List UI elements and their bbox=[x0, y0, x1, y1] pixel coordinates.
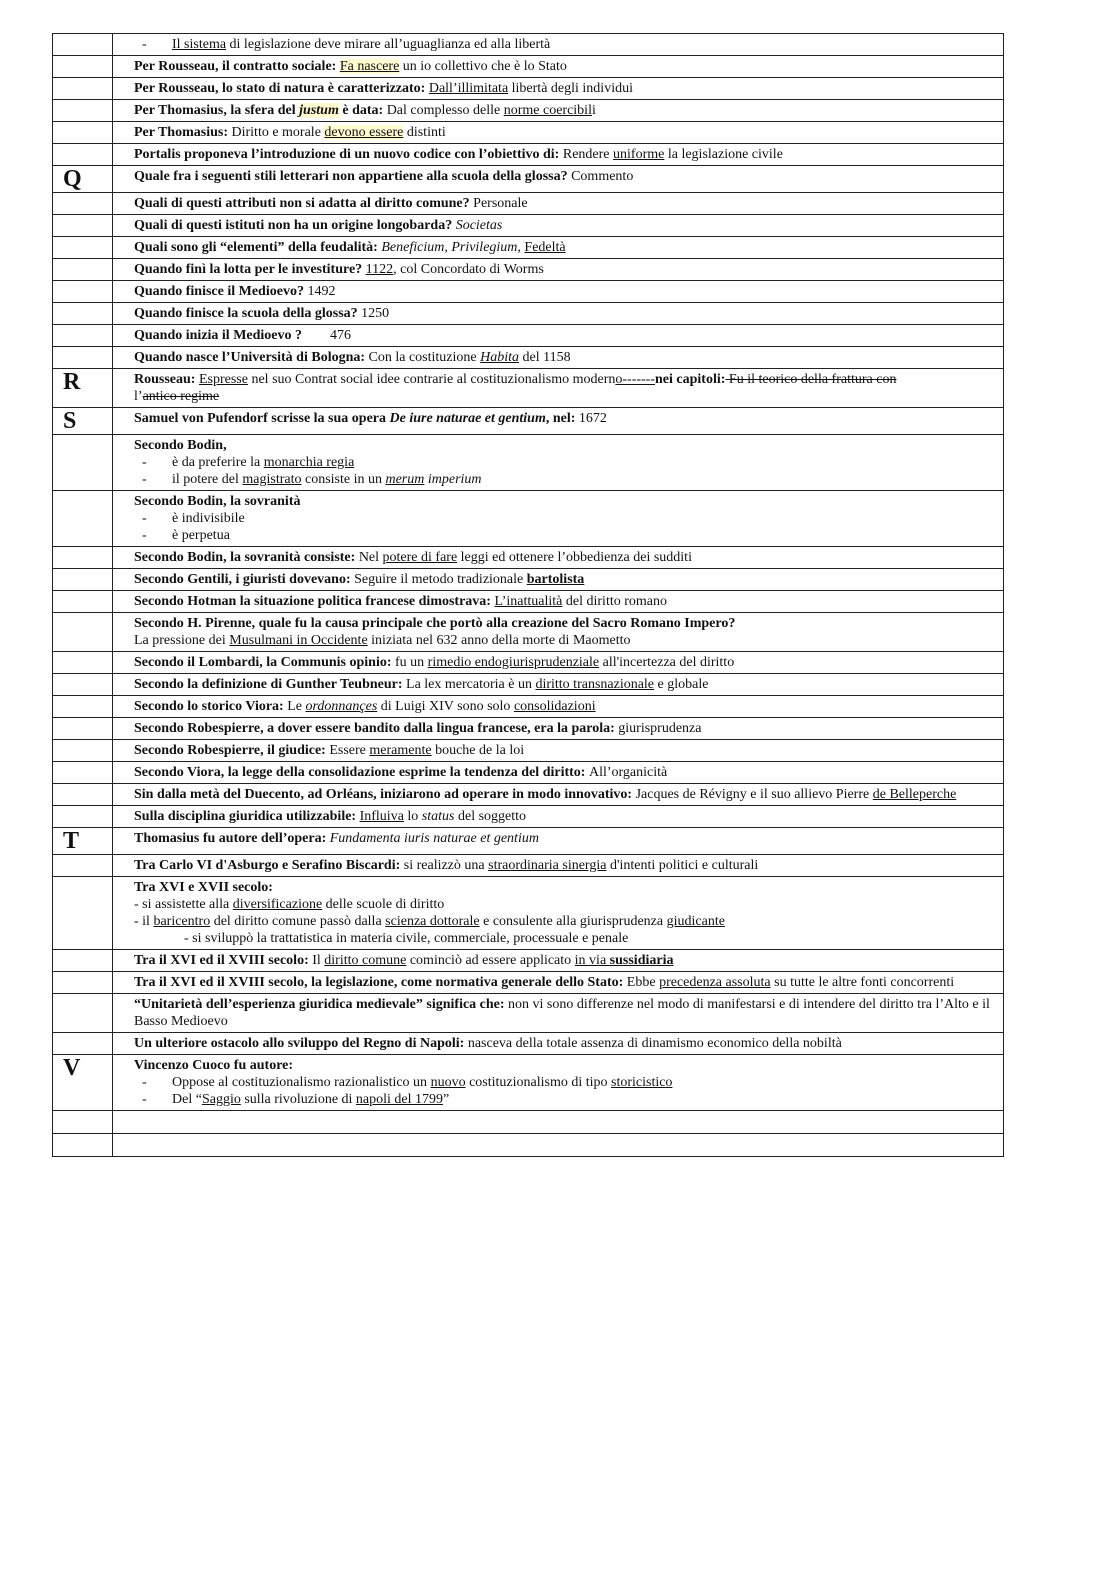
list-item bbox=[134, 913, 999, 930]
answer-text: 1122 bbox=[365, 262, 394, 277]
letter-cell bbox=[53, 828, 113, 855]
letter-cell bbox=[53, 408, 113, 435]
entry-cell bbox=[113, 259, 1004, 281]
letter-cell bbox=[53, 591, 113, 613]
question-text: Tra il XVI ed il XVIII secolo: bbox=[134, 953, 313, 968]
entry-cell bbox=[113, 347, 1004, 369]
answer-text: monarchia regia bbox=[263, 455, 355, 470]
letter-cell bbox=[53, 347, 113, 369]
answer-text: di legislazione deve mirare all’uguaglianza ed alla libertà bbox=[226, 37, 551, 52]
table-row bbox=[53, 122, 1004, 144]
answer-text: o------- bbox=[615, 372, 656, 387]
answer-text: Il bbox=[312, 953, 325, 968]
answer-text: e globale bbox=[654, 677, 709, 692]
table-row bbox=[53, 674, 1004, 696]
answer-text: de Belleperche bbox=[872, 787, 957, 802]
question-text: nei capitoli: bbox=[655, 372, 726, 387]
section-letter: R bbox=[63, 369, 81, 395]
question-text: Per Thomasius: bbox=[134, 125, 232, 140]
entry-cell bbox=[113, 1134, 1004, 1157]
answer-text: all'incertezza del diritto bbox=[599, 655, 735, 670]
answer-text: meramente bbox=[369, 743, 432, 758]
letter-cell bbox=[53, 855, 113, 877]
answer-text: Fa nascere bbox=[339, 59, 400, 74]
table-row bbox=[53, 259, 1004, 281]
letter-cell bbox=[53, 674, 113, 696]
entry-cell bbox=[113, 613, 1004, 652]
answer-text: ordonnançes bbox=[305, 699, 378, 714]
letter-cell bbox=[53, 325, 113, 347]
letter-cell bbox=[53, 100, 113, 122]
answer-text: di Luigi XIV sono solo bbox=[377, 699, 514, 714]
answer-text: un io collettivo che è lo Stato bbox=[399, 59, 567, 74]
answer-text: Nel bbox=[358, 550, 383, 565]
letter-cell bbox=[53, 144, 113, 166]
entry-cell bbox=[113, 547, 1004, 569]
answer-text: Seguire il metodo tradizionale bbox=[354, 572, 527, 587]
table-row bbox=[53, 491, 1004, 547]
question-text: Secondo la definizione di Gunther Teubneur: bbox=[134, 677, 407, 692]
question-text: Secondo Bodin, bbox=[134, 438, 227, 453]
entry-cell bbox=[113, 950, 1004, 972]
answer-text: costituzionalismo di tipo bbox=[465, 1075, 611, 1090]
answer-text: storicistico bbox=[611, 1075, 673, 1090]
answer-text: napoli del 1799 bbox=[355, 1092, 444, 1107]
table-row bbox=[53, 696, 1004, 718]
answer-text: 1492 bbox=[307, 284, 336, 299]
question-text: Per Rousseau, lo stato di natura è caratterizzato: bbox=[134, 81, 429, 96]
answer-text: precedenza assoluta bbox=[659, 975, 771, 990]
letter-cell bbox=[53, 613, 113, 652]
list-item bbox=[134, 36, 999, 53]
letter-cell bbox=[53, 237, 113, 259]
question-text: Rousseau: bbox=[134, 372, 199, 387]
entry-cell bbox=[113, 166, 1004, 193]
table-row bbox=[53, 215, 1004, 237]
glossary-table bbox=[52, 33, 1004, 1157]
answer-text: Jacques de Révigny e il suo allievo Pierre bbox=[635, 787, 873, 802]
answer-text: - il bbox=[134, 914, 154, 929]
answer-text: - si assistette alla bbox=[134, 897, 233, 912]
section-letter: Q bbox=[63, 166, 82, 192]
question-text: , nel: bbox=[545, 411, 579, 426]
table-row bbox=[53, 325, 1004, 347]
letter-cell bbox=[53, 435, 113, 491]
letter-cell bbox=[53, 806, 113, 828]
answer-text: baricentro bbox=[153, 914, 211, 929]
answer-text: i bbox=[591, 103, 596, 118]
entry-cell bbox=[113, 408, 1004, 435]
answer-text: uniforme bbox=[613, 147, 665, 162]
answer-text: Habita bbox=[480, 350, 520, 365]
table-row bbox=[53, 303, 1004, 325]
answer-text: su tutte le altre fonti concorrenti bbox=[770, 975, 955, 990]
table-row bbox=[53, 237, 1004, 259]
answer-text: All’organicità bbox=[588, 765, 668, 780]
letter-cell bbox=[53, 696, 113, 718]
question-text: De iure naturae et gentium bbox=[389, 411, 546, 426]
letter-cell bbox=[53, 740, 113, 762]
answer-text: giurisprudenza bbox=[618, 721, 702, 736]
question-text: Per Thomasius, la sfera del bbox=[134, 103, 300, 118]
answer-text: leggi ed ottenere l’obbedienza dei sudditi bbox=[457, 550, 692, 565]
entry-cell bbox=[113, 972, 1004, 994]
question-text: Quando finisce la scuola della glossa? bbox=[134, 306, 362, 321]
answer-text: Fundamenta iuris naturae et gentium bbox=[329, 831, 539, 846]
section-letter: V bbox=[63, 1055, 81, 1081]
question-text: Secondo Robespierre, il giudice: bbox=[134, 743, 330, 758]
answer-text: Influiva bbox=[359, 809, 404, 824]
answer-text: fu un bbox=[395, 655, 428, 670]
answer-text: è da preferire la bbox=[172, 455, 264, 470]
answer-text: rimedio endogiurisprudenziale bbox=[427, 655, 600, 670]
answer-text: del 1158 bbox=[519, 350, 571, 365]
answer-text: distinti bbox=[403, 125, 446, 140]
section-letter: S bbox=[63, 408, 77, 434]
table-row bbox=[53, 100, 1004, 122]
entry-cell bbox=[113, 193, 1004, 215]
letter-cell bbox=[53, 491, 113, 547]
letter-cell bbox=[53, 215, 113, 237]
answer-text: 476 bbox=[330, 328, 352, 343]
table-row bbox=[53, 855, 1004, 877]
question-text: Thomasius fu autore dell’opera: bbox=[134, 831, 330, 846]
list-item bbox=[134, 471, 999, 488]
answer-text: Personale bbox=[473, 196, 528, 211]
letter-cell bbox=[53, 166, 113, 193]
table-row bbox=[53, 144, 1004, 166]
entry-cell bbox=[113, 144, 1004, 166]
letter-cell bbox=[53, 303, 113, 325]
answer-text: bouche de la loi bbox=[431, 743, 525, 758]
answer-text: merum bbox=[385, 472, 425, 487]
table-row bbox=[53, 435, 1004, 491]
entry-cell bbox=[113, 303, 1004, 325]
letter-cell bbox=[53, 950, 113, 972]
table-row bbox=[53, 652, 1004, 674]
answer-text: La lex mercatoria è un bbox=[406, 677, 536, 692]
answer-text: Del “ bbox=[172, 1092, 202, 1107]
question-text: Secondo Gentili, i giuristi dovevano: bbox=[134, 572, 355, 587]
answer-text: scienza dottorale bbox=[385, 914, 480, 929]
list-item bbox=[134, 896, 999, 913]
answer-text: cominciò ad essere applicato bbox=[406, 953, 575, 968]
answer-text: diritto comune bbox=[324, 953, 407, 968]
answer-text: Commento bbox=[571, 169, 634, 184]
answer-text: Espresse bbox=[198, 372, 248, 387]
answer-text: libertà degli individui bbox=[508, 81, 633, 96]
letter-cell bbox=[53, 762, 113, 784]
answer-text: sussidiaria bbox=[609, 953, 674, 968]
letter-cell bbox=[53, 569, 113, 591]
entry-cell bbox=[113, 591, 1004, 613]
answer-text: norme coercibil bbox=[503, 103, 592, 118]
entry-cell bbox=[113, 56, 1004, 78]
letter-cell bbox=[53, 34, 113, 56]
answer-text: , col Concordato di Worms bbox=[393, 262, 544, 277]
question-text: Quali di questi istituti non ha un origine longobarda? bbox=[134, 218, 456, 233]
answer-text: Musulmani in Occidente bbox=[229, 633, 368, 648]
answer-text: iniziata nel 632 anno della morte di Maometto bbox=[367, 633, 631, 648]
answer-text: giudicante bbox=[666, 914, 725, 929]
answer-text: L’inattualità bbox=[494, 594, 563, 609]
entry-cell bbox=[113, 281, 1004, 303]
answer-text: straordinaria sinergia bbox=[488, 858, 607, 873]
answer-text: d'intenti politici e culturali bbox=[606, 858, 759, 873]
table-row bbox=[53, 972, 1004, 994]
answer-text: Fedeltà bbox=[524, 240, 566, 255]
letter-cell bbox=[53, 259, 113, 281]
table-row bbox=[53, 193, 1004, 215]
answer-text: del diritto comune passò dalla bbox=[210, 914, 386, 929]
question-text: Samuel von Pufendorf scrisse la sua opera bbox=[134, 411, 390, 426]
entry-cell bbox=[113, 215, 1004, 237]
answer-text: Il sistema bbox=[172, 37, 227, 52]
question-text: Vincenzo Cuoco fu autore: bbox=[134, 1058, 294, 1073]
answer-text: Diritto e morale bbox=[231, 125, 325, 140]
answer-text: Fu il teorico della frattura con bbox=[725, 372, 897, 387]
letter-cell bbox=[53, 652, 113, 674]
letter-cell bbox=[53, 56, 113, 78]
table-row bbox=[53, 166, 1004, 193]
entry-cell bbox=[113, 34, 1004, 56]
answer-text: nuovo bbox=[430, 1075, 466, 1090]
entry-cell bbox=[113, 369, 1004, 408]
answer-text: consolidazioni bbox=[513, 699, 596, 714]
letter-cell bbox=[53, 193, 113, 215]
table-row bbox=[53, 591, 1004, 613]
table-row bbox=[53, 994, 1004, 1033]
answer-text: antico regime bbox=[142, 389, 220, 404]
answer-text: sulla rivoluzione di bbox=[240, 1092, 356, 1107]
question-text: Quali sono gli “elementi” della feudalità: bbox=[134, 240, 382, 255]
entry-cell bbox=[113, 325, 1004, 347]
question-text: Sulla disciplina giuridica utilizzabile: bbox=[134, 809, 360, 824]
answer-text: Le bbox=[287, 699, 306, 714]
entry-cell bbox=[113, 696, 1004, 718]
table-row bbox=[53, 56, 1004, 78]
answer-text: Dall’illimitata bbox=[428, 81, 509, 96]
empty-row bbox=[53, 1134, 1004, 1157]
entry-cell bbox=[113, 784, 1004, 806]
answer-text: l’ bbox=[134, 389, 143, 404]
entry-cell bbox=[113, 806, 1004, 828]
question-text: Quando nasce l’Università di Bologna: bbox=[134, 350, 369, 365]
answer-text: La pressione dei bbox=[134, 633, 230, 648]
table-row bbox=[53, 740, 1004, 762]
letter-cell bbox=[53, 1055, 113, 1111]
table-row bbox=[53, 1055, 1004, 1111]
entry-cell bbox=[113, 237, 1004, 259]
table-row bbox=[53, 718, 1004, 740]
entry-cell bbox=[113, 435, 1004, 491]
entry-cell bbox=[113, 877, 1004, 950]
answer-text: ” bbox=[443, 1092, 450, 1107]
entry-cell bbox=[113, 718, 1004, 740]
letter-cell bbox=[53, 281, 113, 303]
answer-text: Rendere bbox=[562, 147, 614, 162]
question-text: Secondo Robespierre, a dover essere bandito dalla lingua francese, era la parola: bbox=[134, 721, 619, 736]
question-text: Secondo Bodin, la sovranità consiste: bbox=[134, 550, 359, 565]
answer-text: delle scuole di diritto bbox=[322, 897, 445, 912]
table-row bbox=[53, 547, 1004, 569]
letter-cell bbox=[53, 78, 113, 100]
letter-cell bbox=[53, 1134, 113, 1157]
answer-text: 1250 bbox=[361, 306, 390, 321]
answer-text: in via bbox=[574, 953, 610, 968]
entry-cell bbox=[113, 1111, 1004, 1134]
question-text: Secondo Bodin, la sovranità bbox=[134, 494, 301, 509]
list-item bbox=[134, 454, 999, 471]
answer-text: Saggio bbox=[201, 1092, 241, 1107]
entry-cell bbox=[113, 994, 1004, 1033]
question-text: Quando finisce il Medioevo? bbox=[134, 284, 308, 299]
entry-cell bbox=[113, 1033, 1004, 1055]
answer-text: Oppose al costituzionalismo razionalistico un bbox=[172, 1075, 431, 1090]
entry-cell bbox=[113, 740, 1004, 762]
question-text: Secondo Hotman la situazione politica francese dimostrava: bbox=[134, 594, 495, 609]
answer-text: 1672 bbox=[578, 411, 607, 426]
answer-text: nasceva della totale assenza di dinamismo economico della nobiltà bbox=[467, 1036, 842, 1051]
answer-text: si realizzò una bbox=[403, 858, 489, 873]
entry-cell bbox=[113, 652, 1004, 674]
letter-cell bbox=[53, 994, 113, 1033]
list-item: - si sviluppò la trattatistica in materia civile, commerciale, processuale e penale bbox=[184, 931, 629, 946]
list-item: - è indivisibile bbox=[134, 510, 999, 527]
table-row bbox=[53, 347, 1004, 369]
answer-text: bartolista bbox=[526, 572, 585, 587]
letter-cell bbox=[53, 369, 113, 408]
question-text: Tra XVI e XVII secolo: bbox=[134, 880, 273, 895]
answer-text: lo bbox=[403, 809, 422, 824]
table-row bbox=[53, 369, 1004, 408]
answer-text: magistrato bbox=[242, 472, 302, 487]
answer-text: devono essere bbox=[324, 125, 404, 140]
letter-cell bbox=[53, 1111, 113, 1134]
question-text: justum bbox=[299, 103, 339, 118]
answer-text: la legislazione civile bbox=[664, 147, 783, 162]
answer-text: diversificazione bbox=[232, 897, 323, 912]
answer-text: Essere bbox=[329, 743, 370, 758]
question-text: Secondo Viora, la legge della consolidazione esprime la tendenza del diritto: bbox=[134, 765, 589, 780]
question-text: Per Rousseau, il contratto sociale: bbox=[134, 59, 340, 74]
question-text: Tra Carlo VI d'Asburgo e Serafino Biscardi: bbox=[134, 858, 404, 873]
table-row bbox=[53, 78, 1004, 100]
entry-cell bbox=[113, 828, 1004, 855]
entry-cell bbox=[113, 100, 1004, 122]
table-row bbox=[53, 762, 1004, 784]
answer-text: il potere del bbox=[172, 472, 243, 487]
list-item: - è perpetua bbox=[134, 527, 999, 544]
entry-cell bbox=[113, 674, 1004, 696]
table-row bbox=[53, 784, 1004, 806]
table-row bbox=[53, 569, 1004, 591]
question-text: Secondo lo storico Viora: bbox=[134, 699, 288, 714]
entry-cell bbox=[113, 1055, 1004, 1111]
answer-text: e consulente alla giurisprudenza bbox=[479, 914, 667, 929]
question-text: Tra il XVI ed il XVIII secolo, la legislazione, come normativa generale dello Stato: bbox=[134, 975, 627, 990]
question-text: Un ulteriore ostacolo allo sviluppo del Regno di Napoli: bbox=[134, 1036, 468, 1051]
table-row bbox=[53, 34, 1004, 56]
entry-cell bbox=[113, 855, 1004, 877]
table-row bbox=[53, 408, 1004, 435]
answer-text: nel suo Contrat social idee contrarie al costituzionalismo modern bbox=[247, 372, 616, 387]
answer-text: del diritto romano bbox=[562, 594, 667, 609]
question-text: Portalis proponeva l’introduzione di un nuovo codice con l’obiettivo di: bbox=[134, 147, 563, 162]
answer-text: potere di fare bbox=[382, 550, 458, 565]
table-row bbox=[53, 281, 1004, 303]
entry-cell bbox=[113, 491, 1004, 547]
answer-text: Con la costituzione bbox=[368, 350, 481, 365]
list-item bbox=[134, 1091, 999, 1108]
entry-cell bbox=[113, 78, 1004, 100]
question-text: “Unitarietà dell’esperienza giuridica medievale” significa che: bbox=[134, 997, 509, 1012]
question-text: Quando inizia il Medioevo ? bbox=[134, 328, 303, 343]
table-row bbox=[53, 613, 1004, 652]
question-text: Quali di questi attributi non si adatta al diritto comune? bbox=[134, 196, 474, 211]
answer-text: del soggetto bbox=[454, 809, 527, 824]
question-text: Quando finì la lotta per le investiture? bbox=[134, 262, 366, 277]
question-text: Quale fra i seguenti stili letterari non appartiene alla scuola della glossa? bbox=[134, 169, 572, 184]
letter-cell bbox=[53, 784, 113, 806]
answer-text: consiste in un bbox=[301, 472, 386, 487]
answer-text: non vi sono differenze nel modo di manifestarsi e di intendere del diritto tra l’Alto e il Basso Medioevo bbox=[134, 997, 990, 1029]
question-text: è data: bbox=[338, 103, 387, 118]
entry-cell bbox=[113, 762, 1004, 784]
answer-text: status bbox=[421, 809, 455, 824]
answer-text: Ebbe bbox=[626, 975, 660, 990]
table-row bbox=[53, 806, 1004, 828]
letter-cell bbox=[53, 972, 113, 994]
question-text: Secondo il Lombardi, la Communis opinio: bbox=[134, 655, 395, 670]
question-text: Sin dalla metà del Duecento, ad Orléans, iniziarono ad operare in modo innovativo: bbox=[134, 787, 636, 802]
answer-text: diritto transnazionale bbox=[535, 677, 655, 692]
table-row bbox=[53, 1033, 1004, 1055]
answer-text: Beneficium, Privilegium, bbox=[381, 240, 525, 255]
letter-cell bbox=[53, 718, 113, 740]
list-item bbox=[134, 1074, 999, 1091]
letter-cell bbox=[53, 1033, 113, 1055]
entry-cell bbox=[113, 569, 1004, 591]
letter-cell bbox=[53, 877, 113, 950]
table-row bbox=[53, 950, 1004, 972]
answer-text: imperium bbox=[424, 472, 482, 487]
letter-cell bbox=[53, 547, 113, 569]
answer-text: Societas bbox=[455, 218, 503, 233]
table-row bbox=[53, 828, 1004, 855]
empty-row bbox=[53, 1111, 1004, 1134]
table-row bbox=[53, 877, 1004, 950]
entry-cell bbox=[113, 122, 1004, 144]
answer-text: Dal complesso delle bbox=[386, 103, 504, 118]
question-text: Secondo H. Pirenne, quale fu la causa principale che portò alla creazione del Sacro Romano Impero? bbox=[134, 616, 736, 631]
section-letter: T bbox=[63, 828, 80, 854]
letter-cell bbox=[53, 122, 113, 144]
